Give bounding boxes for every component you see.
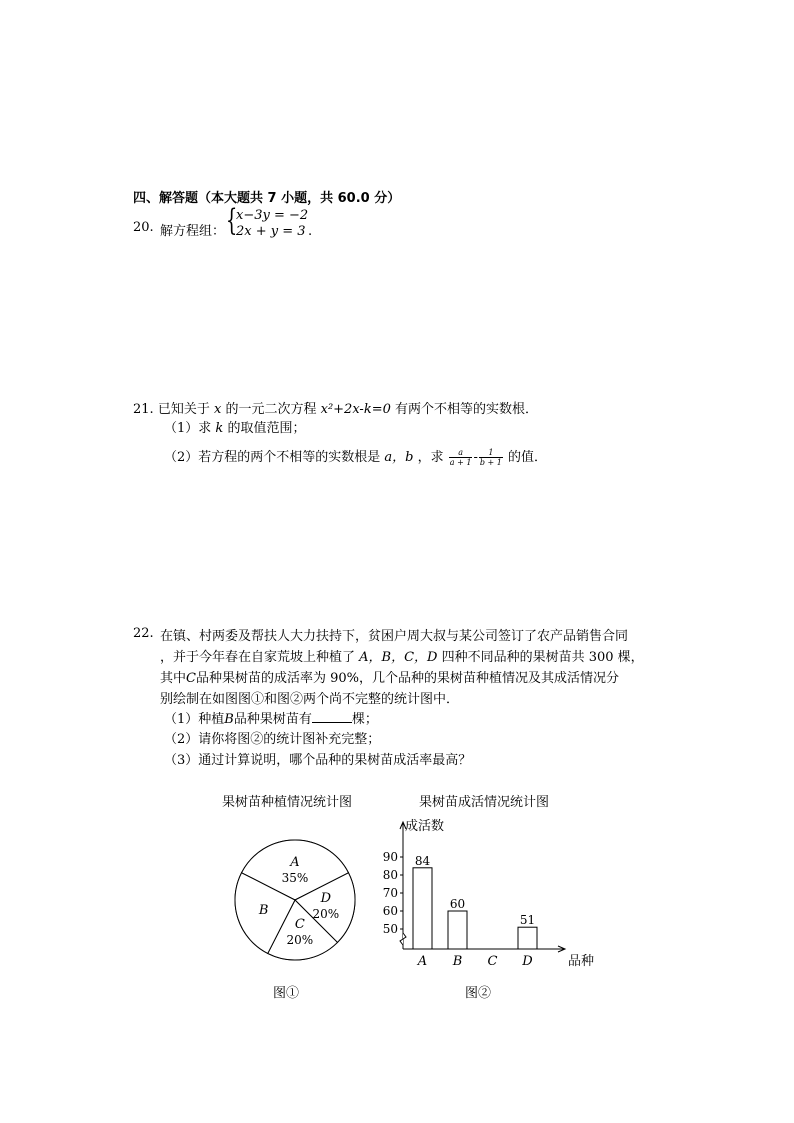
fraction-numerator: 1 [479, 448, 503, 458]
question-line-2 [160, 646, 644, 665]
y-axis-label: 成活数 [405, 819, 445, 834]
bar-chart [375, 812, 595, 977]
y-tick-label: 50 [382, 922, 398, 936]
equation-1: x−3y = −2 [236, 208, 309, 223]
x-tick-label: D [522, 954, 533, 969]
question-line-4: 别绘制在如图图①和图②两个尚不完整的统计图中． [160, 692, 460, 707]
y-tick-label: 80 [382, 868, 398, 882]
sub-question-1 [164, 708, 378, 727]
bar-d [518, 927, 537, 949]
fraction-denominator: b + 1 [479, 458, 502, 467]
answer-blank[interactable] [312, 710, 352, 723]
pie-chart [225, 830, 365, 970]
text-segment: 其中 [160, 671, 187, 686]
text-segment: ，求 [417, 450, 444, 465]
variety-c: C [186, 671, 196, 686]
bar-value-label: 60 [449, 897, 466, 911]
text-segment: 已知关于 [157, 402, 210, 417]
question-line-3 [160, 667, 619, 686]
bar-a [413, 868, 432, 949]
x-tick-label: B [452, 954, 463, 969]
text-segment: ，并于今年春在自家荒坡上种植了 [160, 650, 356, 665]
pie-slice-label: D [320, 890, 332, 906]
question-line [133, 398, 538, 417]
text-segment: 的值． [508, 450, 548, 465]
text-segment: 的一元二次方程 [225, 402, 317, 417]
left-brace: { [225, 203, 238, 238]
variety-letters: A，B，C，D [359, 650, 438, 665]
text-segment: 品种果树苗的成活率为 90%，几个品种的果树苗种植情况及其成活情况分 [195, 671, 619, 686]
sub-question-3: （3）通过计算说明，哪个品种的果树苗成活率最高？ [164, 753, 472, 768]
y-tick-label: 90 [382, 850, 398, 864]
minus-sign: - [473, 450, 478, 465]
section-title: 四、解答题（本大题共 7 小题，共 60.0 分） [133, 191, 401, 206]
pie-slice-label: B [258, 903, 269, 919]
pie-chart-caption: 图① [273, 986, 300, 1001]
sub-question-2 [164, 446, 547, 467]
text-segment: （1）种植 [164, 712, 225, 727]
question-prompt: 解方程组： [160, 224, 226, 239]
bar-chart-title: 果树苗成活情况统计图 [419, 795, 550, 810]
fraction-numerator: a [449, 448, 473, 458]
y-tick-label: 70 [382, 886, 398, 900]
bar-b [448, 911, 467, 949]
bar-value-label: 84 [414, 853, 431, 868]
pie-percent-label: 20% [312, 906, 340, 921]
variable-x: x [213, 402, 222, 417]
question-number: 20. [133, 220, 154, 235]
question-number: 21. [133, 402, 154, 417]
fraction-a-over-a-plus-1 [449, 448, 473, 467]
text-segment: （1）求 [164, 421, 212, 436]
text-segment: 有两个不相等的实数根． [395, 402, 539, 417]
pie-slice-label: A [290, 854, 300, 870]
question-line-1: 在镇、村两委及帮扶人大力扶持下，贫困户周大叔与某公司签订了农产品销售合同 [160, 629, 629, 644]
variable-k: k [215, 421, 224, 436]
axis-break-icon [400, 933, 406, 945]
text-segment: 品种果树苗有 [233, 712, 312, 727]
fraction-1-over-b-plus-1 [479, 448, 503, 467]
pie-percent-label: 35% [281, 870, 309, 885]
fraction-denominator: a + 1 [449, 458, 472, 467]
equation-period: . [308, 224, 313, 239]
pie-slice-label: C [294, 916, 305, 932]
text-segment: 的取值范围； [227, 421, 306, 436]
roots-ab: a，b [384, 450, 414, 465]
pie-percent-label: 20% [286, 932, 314, 947]
text-segment: 四种不同品种的果树苗共 300 棵， [441, 650, 644, 665]
y-tick-label: 60 [382, 904, 398, 918]
x-tick-label: C [487, 954, 498, 969]
equation-2: 2x + y = 3 [236, 224, 306, 239]
x-axis-label: 品种 [568, 954, 595, 969]
text-segment: 棵； [351, 712, 378, 727]
question-number: 22. [133, 626, 154, 641]
bar-value-label: 51 [519, 913, 536, 928]
x-tick-label: A [417, 954, 428, 969]
bar-chart-caption: 图② [465, 986, 492, 1001]
variety-b: B [224, 712, 234, 727]
sub-question-1 [164, 417, 305, 436]
quadratic-equation: x²+2x-k=0 [320, 402, 391, 417]
pie-chart-title: 果树苗种植情况统计图 [222, 795, 353, 810]
text-segment: （2）若方程的两个不相等的实数根是 [164, 450, 381, 465]
sub-question-2: （2）请你将图②的统计图补充完整； [164, 732, 381, 747]
